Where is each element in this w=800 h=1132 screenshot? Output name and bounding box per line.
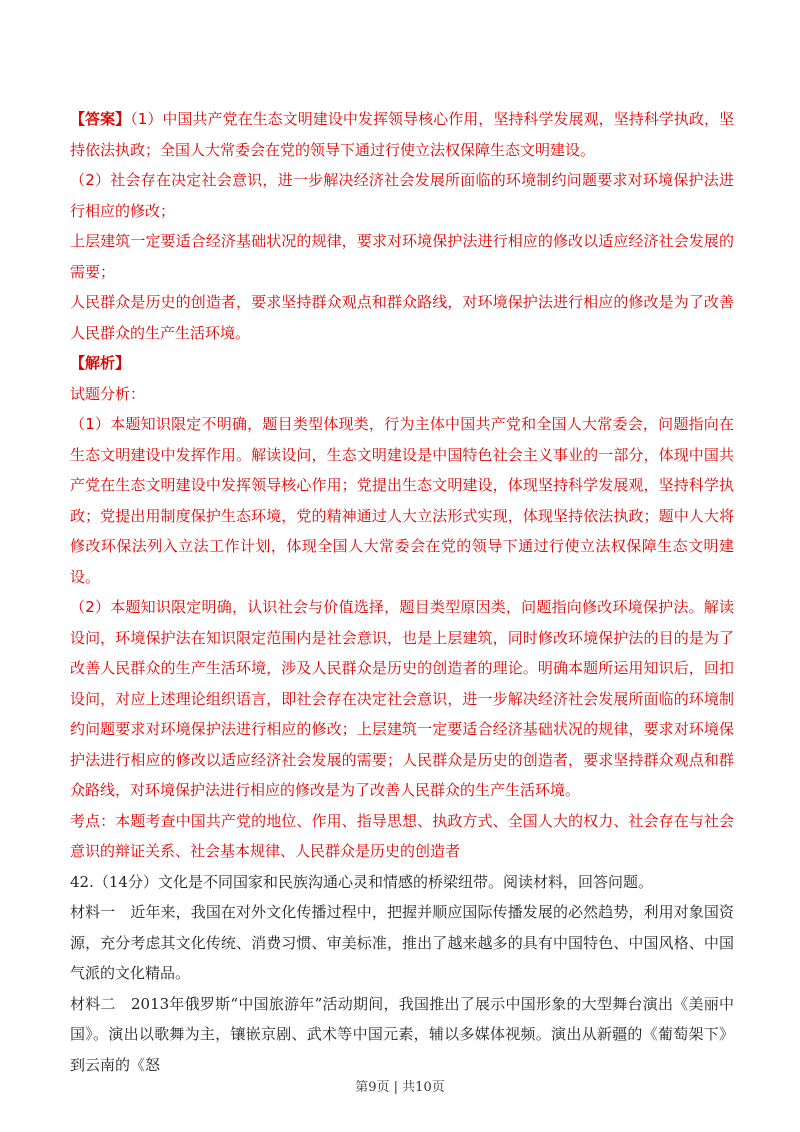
analysis-para-2: （2）本题知识限定明确，认识社会与价值选择，题目类型原因类，问题指向修改环境保护法。解读设问，环境保护法在知识限定范围内是社会意识，也是上层建筑，同时修改环境保护法的目的是为了改善人民群众的生产生活环境，涉及人民群众是历史的创造者的理论。明确本题所运用知识后，回扣设问，对应上述理论组织语言，即社会存在决定社会意识，进一步解决经济社会发展所面临的环境制约问题要求对环境保护法进行相应的修改；上层建筑一定要适合经济基础状况的规律，要求对环境保护法进行相应的修改以适应经济社会发展的需要；人民群众是历史的创造者，要求坚持群众观点和群众路线，对环境保护法进行相应的修改是为了改善人民群众的生产生活环境。 bbox=[70, 598, 734, 799]
analysis-label: 【解析】 bbox=[70, 354, 131, 372]
kaodian-para: 考点：本题考查中国共产党的地位、作用、指导思想、执政方式、全国人大的权力、社会存在与社会意识的辩证关系、社会基本规律、人民群众是历史的创造者 bbox=[70, 811, 734, 860]
page-footer: 第9页 | 共10页 bbox=[355, 1080, 445, 1095]
page-content bbox=[70, 104, 734, 1080]
answer-para-4: 人民群众是历史的创造者，要求坚持群众观点和群众路线，对环境保护法进行相应的修改是为了改善人民群众的生产生活环境。 bbox=[70, 293, 734, 342]
material-2: 材料二 2013年俄罗斯“中国旅游年”活动期间，我国推出了展示中国形象的大型舞台演出《美丽中国》。演出以歌舞为主，镶嵌京剧、武术等中国元素，辅以多媒体视频。演出从新疆的《葡萄架下》到云南的《怒 bbox=[70, 994, 734, 1074]
answer-para-2: （2）社会存在决定社会意识，进一步解决经济社会发展所面临的环境制约问题要求对环境保护法进行相应的修改； bbox=[70, 171, 734, 220]
answer-label: 【答案】 bbox=[70, 110, 131, 128]
material-1: 材料一 近年来，我国在对外文化传播过程中，把握并顺应国际传播发展的必然趋势，利用对象国资源，充分考虑其文化传统、消费习惯、审美标准，推出了越来越多的具有中国特色、中国风格、中国气派的文化精品。 bbox=[70, 903, 734, 982]
question-stem: 42.（14分）文化是不同国家和民族沟通心灵和情感的桥梁纽带。阅读材料，回答问题。 bbox=[70, 872, 653, 891]
answer-para-1 bbox=[70, 104, 734, 165]
analysis-subtitle: 试题分析： bbox=[70, 384, 146, 403]
answer-text-1: （1）中国共产党在生态文明建设中发挥领导核心作用，坚持科学发展观，坚持科学执政，坚持依法执政；全国人大常委会在党的领导下通过行使立法权保障生态文明建设。 bbox=[70, 110, 734, 159]
answer-para-3: 上层建筑一定要适合经济基础状况的规律，要求对环境保护法进行相应的修改以适应经济社会发展的需要； bbox=[70, 232, 734, 281]
analysis-para-1: （1）本题知识限定不明确，题目类型体现类，行为主体中国共产党和全国人大常委会，问题指向在生态文明建设中发挥作用。解读设问，生态文明建设是中国特色社会主义事业的一部分，体现中国共产党在生态文明建设中发挥领导核心作用；党提出生态文明建设，体现坚持科学发展观，坚持科学执政；党提出用制度保护生态环境，党的精神通过人大立法形式实现，体现坚持依法执政；题中人大将修改环保法列入立法工作计划，体现全国人大常委会在党的领导下通过行使立法权保障生态文明建设。 bbox=[70, 415, 734, 586]
